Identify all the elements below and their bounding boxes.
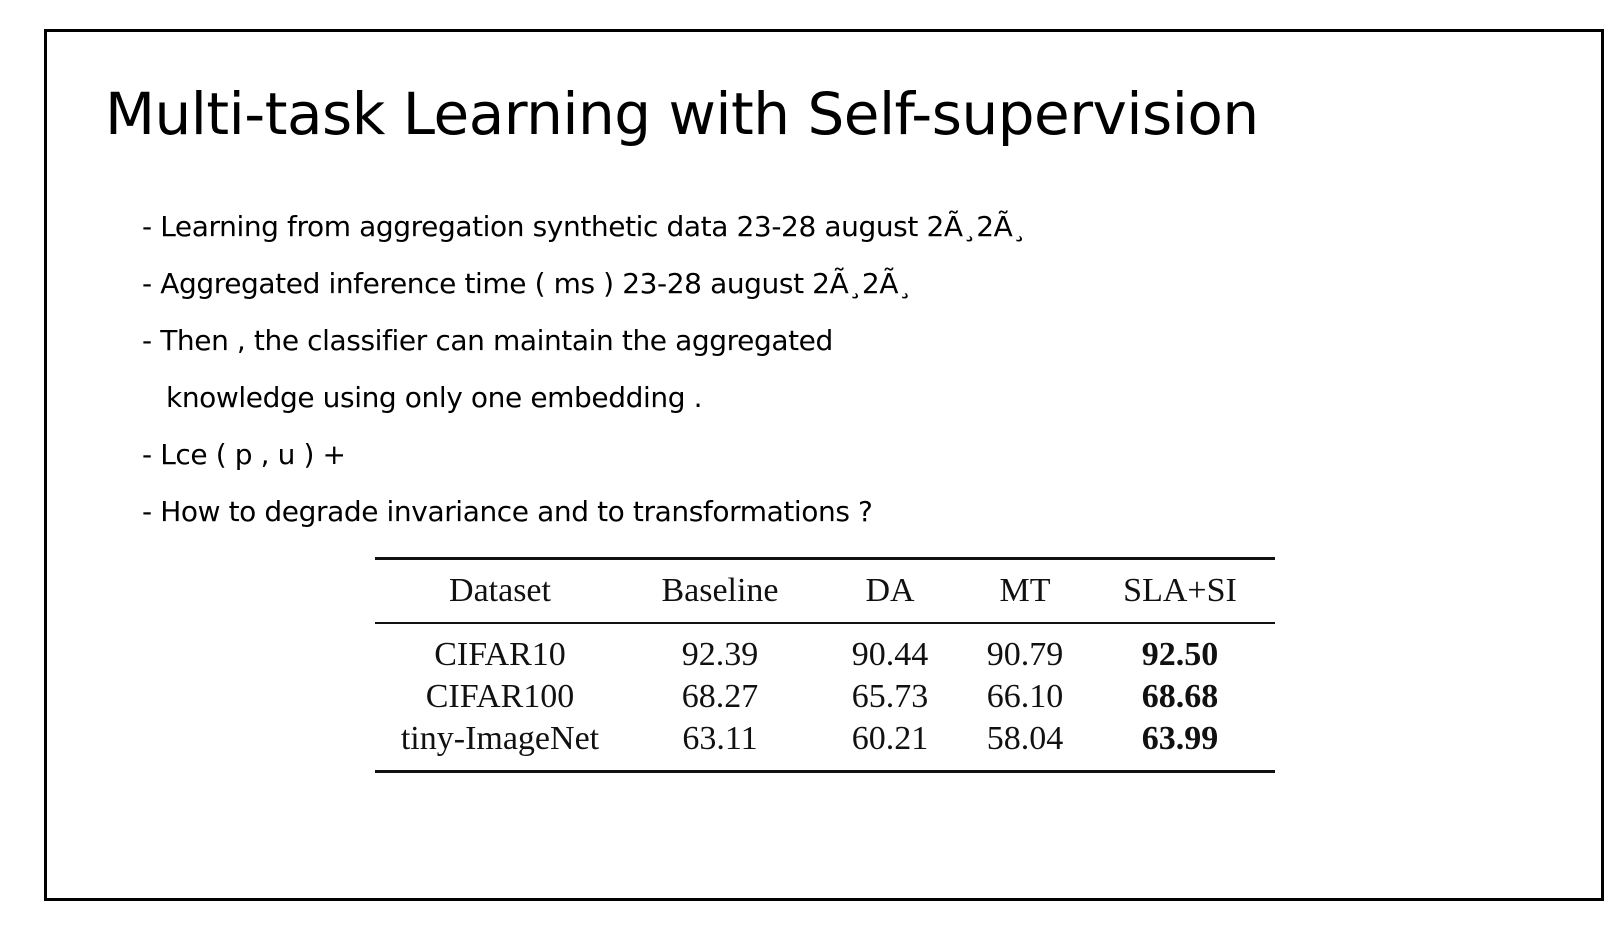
results-table-container: [375, 557, 1275, 773]
slide-title: Multi-task Learning with Self-supervision: [105, 80, 1259, 148]
cell-baseline: 92.39: [681, 636, 759, 673]
cell-mt: 58.04: [986, 720, 1064, 757]
results-table: [375, 557, 1275, 773]
table-header-row: [375, 559, 1275, 624]
table-row: [375, 676, 1275, 718]
table-row: [375, 718, 1275, 772]
cell-mt: 90.79: [986, 636, 1064, 673]
bullet-item: - Learning from aggregation synthetic data 23-28 august 2Ã¸2Ã¸: [142, 210, 1026, 243]
bullet-item: - Lce ( p , u ) +: [142, 438, 346, 471]
cell-sla-si: 92.50: [1141, 636, 1219, 673]
cell-dataset: CIFAR10: [434, 636, 566, 673]
cell-da: 60.21: [851, 720, 929, 757]
cell-da: 65.73: [851, 678, 929, 715]
bullet-continuation: knowledge using only one embedding .: [166, 381, 703, 414]
header-da: DA: [865, 572, 915, 609]
cell-sla-si: 63.99: [1141, 720, 1219, 757]
bullet-item: - How to degrade invariance and to transformations ?: [142, 495, 873, 528]
bullet-item: - Aggregated inference time ( ms ) 23-28 august 2Ã¸2Ã¸: [142, 267, 912, 300]
header-sla-si: SLA+SI: [1123, 572, 1237, 609]
cell-mt: 66.10: [986, 678, 1064, 715]
cell-sla-si: 68.68: [1141, 678, 1219, 715]
header-mt: MT: [999, 572, 1051, 609]
table-row: [375, 623, 1275, 676]
cell-dataset: CIFAR100: [425, 678, 575, 715]
cell-baseline: 63.11: [682, 720, 758, 757]
header-baseline: Baseline: [661, 572, 779, 609]
header-dataset: Dataset: [449, 572, 551, 609]
bullet-list: [142, 198, 1026, 540]
slide: [44, 29, 1604, 901]
cell-da: 90.44: [851, 636, 929, 673]
cell-dataset: tiny-ImageNet: [400, 720, 600, 757]
bullet-item: - Then , the classifier can maintain the aggregated: [142, 324, 833, 357]
cell-baseline: 68.27: [681, 678, 759, 715]
